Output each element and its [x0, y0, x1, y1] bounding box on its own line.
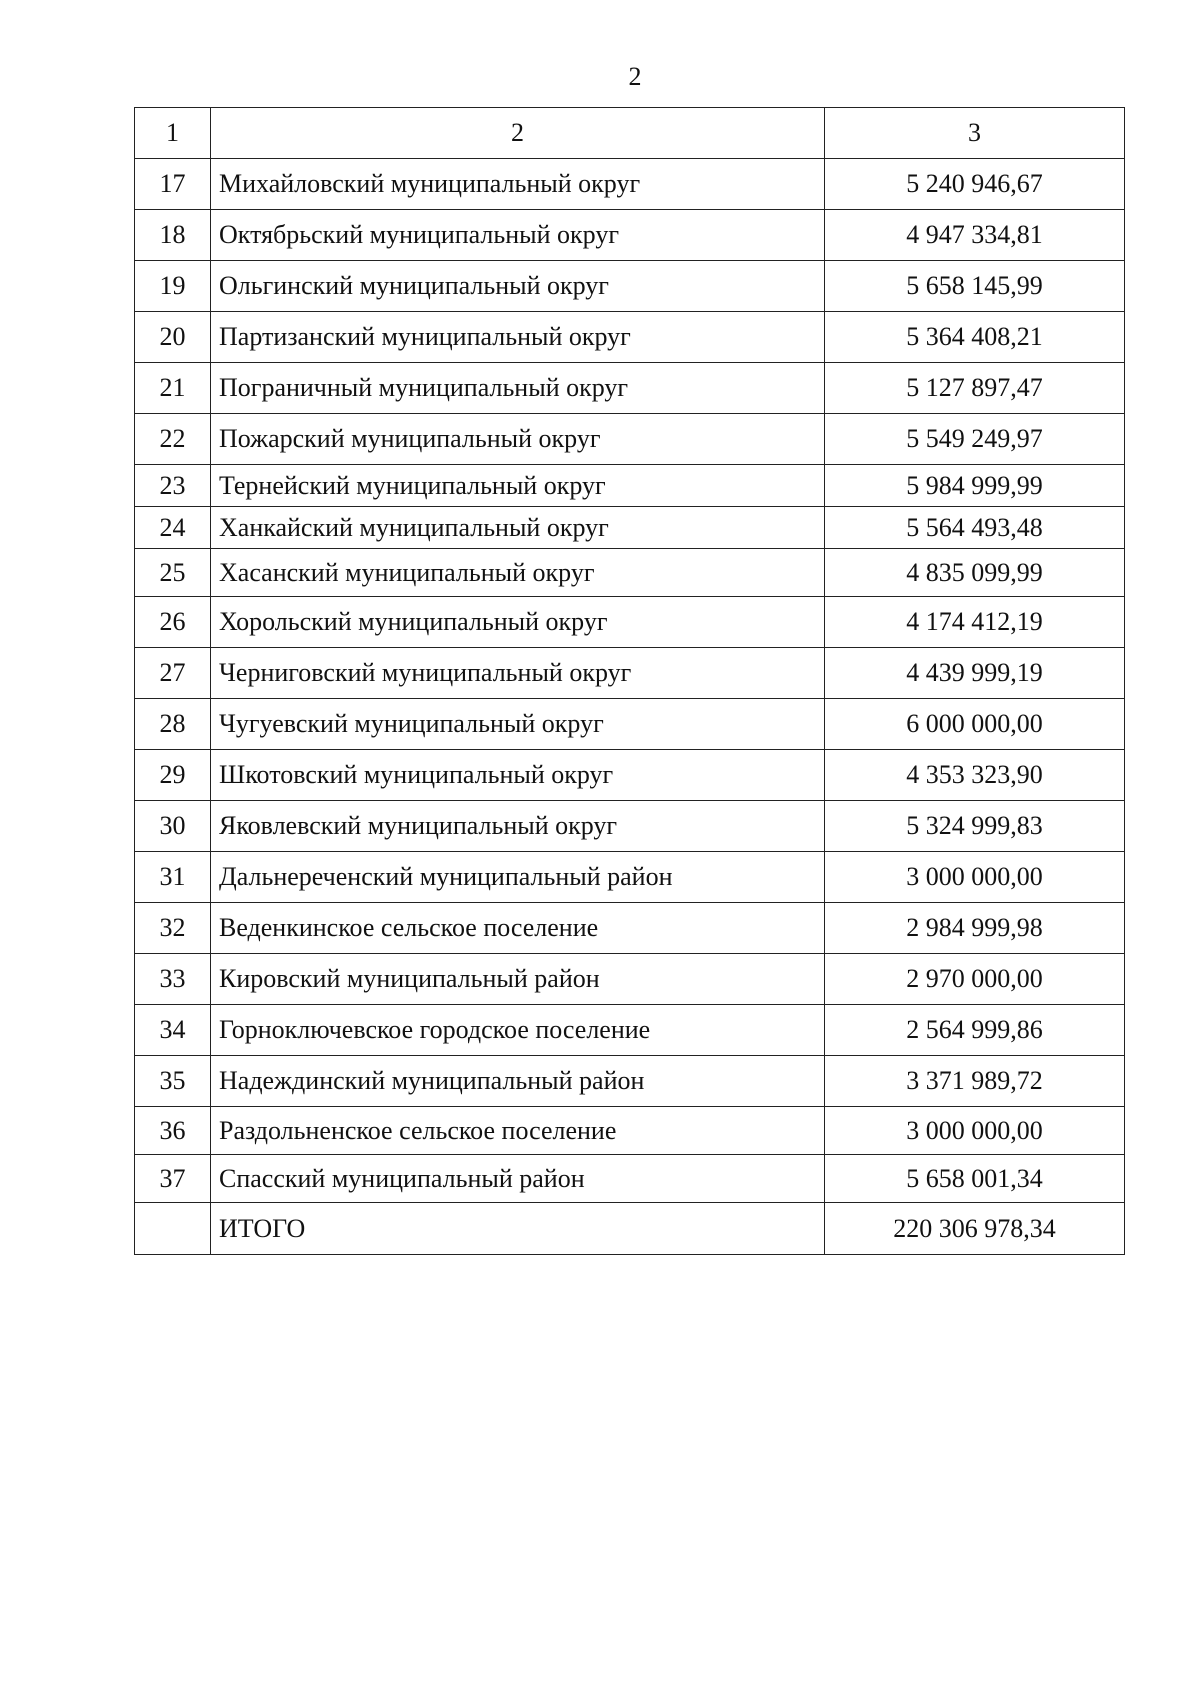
row-number: 32 — [135, 903, 211, 954]
row-number: 37 — [135, 1155, 211, 1203]
row-amount: 4 439 999,19 — [825, 648, 1125, 699]
table-row — [135, 1107, 1125, 1155]
allocation-table — [134, 107, 1125, 1255]
row-number: 31 — [135, 852, 211, 903]
row-name: Кировский муниципальный район — [211, 954, 825, 1005]
row-name: Черниговский муниципальный округ — [211, 648, 825, 699]
row-name: Чугуевский муниципальный округ — [211, 699, 825, 750]
row-amount: 5 364 408,21 — [825, 312, 1125, 363]
row-name: Горноключевское городское поселение — [211, 1005, 825, 1056]
row-name: Октябрьский муниципальный округ — [211, 210, 825, 261]
row-amount: 5 658 145,99 — [825, 261, 1125, 312]
row-number: 26 — [135, 597, 211, 648]
row-number: 30 — [135, 801, 211, 852]
header-cell-amount: 3 — [825, 108, 1125, 159]
table-row — [135, 159, 1125, 210]
row-amount: 5 324 999,83 — [825, 801, 1125, 852]
row-amount: 5 564 493,48 — [825, 507, 1125, 549]
row-name: Хорольский муниципальный округ — [211, 597, 825, 648]
total-label: ИТОГО — [211, 1203, 825, 1255]
table-row — [135, 750, 1125, 801]
table-row — [135, 261, 1125, 312]
row-name: Пограничный муниципальный округ — [211, 363, 825, 414]
row-amount: 6 000 000,00 — [825, 699, 1125, 750]
row-number: 22 — [135, 414, 211, 465]
row-number: 28 — [135, 699, 211, 750]
row-number: 25 — [135, 549, 211, 597]
row-amount: 5 127 897,47 — [825, 363, 1125, 414]
row-number: 18 — [135, 210, 211, 261]
row-name: Надеждинский муниципальный район — [211, 1056, 825, 1107]
row-amount: 4 835 099,99 — [825, 549, 1125, 597]
row-name: Михайловский муниципальный округ — [211, 159, 825, 210]
table-row — [135, 507, 1125, 549]
table-row — [135, 699, 1125, 750]
row-amount: 2 970 000,00 — [825, 954, 1125, 1005]
table-row — [135, 852, 1125, 903]
row-amount: 4 353 323,90 — [825, 750, 1125, 801]
row-number: 33 — [135, 954, 211, 1005]
row-name: Дальнереченский муниципальный район — [211, 852, 825, 903]
table-total-row — [135, 1203, 1125, 1255]
table-row — [135, 363, 1125, 414]
row-amount: 5 984 999,99 — [825, 465, 1125, 507]
row-name: Тернейский муниципальный округ — [211, 465, 825, 507]
row-name: Раздольненское сельское поселение — [211, 1107, 825, 1155]
table-row — [135, 414, 1125, 465]
row-amount: 5 658 001,34 — [825, 1155, 1125, 1203]
header-cell-number: 1 — [135, 108, 211, 159]
row-number: 24 — [135, 507, 211, 549]
table-header-row — [135, 108, 1125, 159]
table-row — [135, 1155, 1125, 1203]
page-number: 2 — [628, 62, 642, 91]
row-name: Ольгинский муниципальный округ — [211, 261, 825, 312]
row-amount: 4 947 334,81 — [825, 210, 1125, 261]
table-row — [135, 549, 1125, 597]
row-name: Яковлевский муниципальный округ — [211, 801, 825, 852]
row-number: 19 — [135, 261, 211, 312]
row-name: Ханкайский муниципальный округ — [211, 507, 825, 549]
row-amount: 5 549 249,97 — [825, 414, 1125, 465]
row-number: 29 — [135, 750, 211, 801]
table-row — [135, 210, 1125, 261]
row-amount: 3 000 000,00 — [825, 852, 1125, 903]
table-row — [135, 954, 1125, 1005]
row-number: 20 — [135, 312, 211, 363]
total-amount: 220 306 978,34 — [825, 1203, 1125, 1255]
row-name: Спасский муниципальный район — [211, 1155, 825, 1203]
row-amount: 5 240 946,67 — [825, 159, 1125, 210]
row-amount: 4 174 412,19 — [825, 597, 1125, 648]
total-number — [135, 1203, 211, 1255]
table-row — [135, 1005, 1125, 1056]
table-row — [135, 312, 1125, 363]
row-number: 27 — [135, 648, 211, 699]
table-row — [135, 597, 1125, 648]
row-amount: 3 000 000,00 — [825, 1107, 1125, 1155]
row-name: Пожарский муниципальный округ — [211, 414, 825, 465]
table-row — [135, 1056, 1125, 1107]
row-number: 36 — [135, 1107, 211, 1155]
row-number: 23 — [135, 465, 211, 507]
table-row — [135, 465, 1125, 507]
row-amount: 2 984 999,98 — [825, 903, 1125, 954]
row-number: 35 — [135, 1056, 211, 1107]
row-number: 34 — [135, 1005, 211, 1056]
row-number: 17 — [135, 159, 211, 210]
row-amount: 3 371 989,72 — [825, 1056, 1125, 1107]
row-number: 21 — [135, 363, 211, 414]
row-amount: 2 564 999,86 — [825, 1005, 1125, 1056]
table-row — [135, 648, 1125, 699]
table-row — [135, 903, 1125, 954]
row-name: Партизанский муниципальный округ — [211, 312, 825, 363]
row-name: Веденкинское сельское поселение — [211, 903, 825, 954]
row-name: Хасанский муниципальный округ — [211, 549, 825, 597]
table-row — [135, 801, 1125, 852]
row-name: Шкотовский муниципальный округ — [211, 750, 825, 801]
header-cell-name: 2 — [211, 108, 825, 159]
